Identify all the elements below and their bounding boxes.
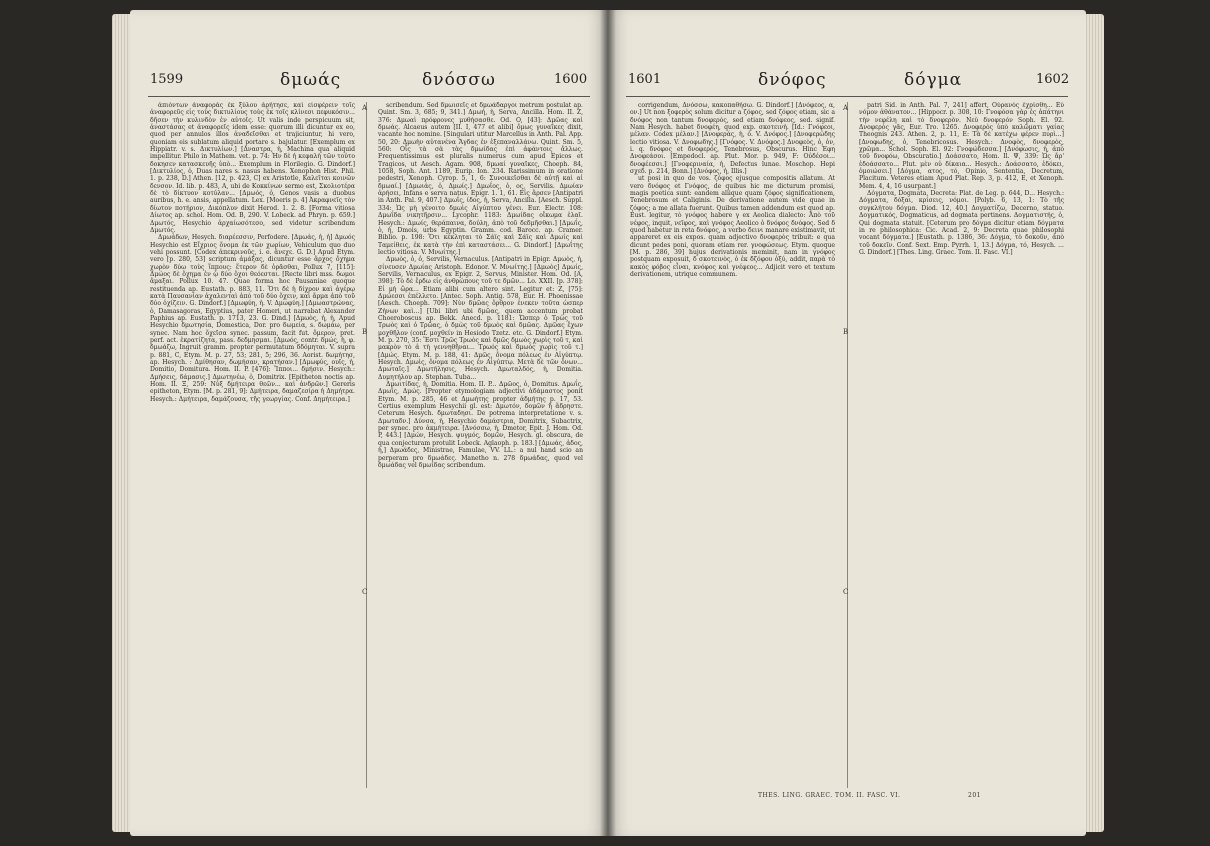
margin-mark: B	[843, 328, 849, 336]
margin-mark: A	[362, 104, 368, 112]
headword: δνόφος	[758, 70, 827, 90]
book-gutter	[600, 10, 616, 836]
signature-code: 201	[968, 792, 981, 799]
paragraph: ut posi in quo de vos. ζόφος ejusque compositis allatum. At vero δνόφος et Γνόφος, de quibus hic me dicturum promisi, magis poetica sunt: eandem aliique quam ζόφος significationem, Tenebrosum et Caliginis. De derivatione autem vide quae in ζόφος; a me allata fuerunt. Quibus tamen addendum est quod ap. Eust. legitur, τὸ γνόφος habere γ ex Aeolica dialecto: Ἀπὸ τοῦ νέφος, inquit, νεῖφος, καὶ γνόφος Aeolico ὁ δνόφος δνόφος. Sed δ quod habetur in reta δνόφος, a verbo δεινι manare existimavit, ut appareret ex eis expos. quam adjectivo δνοφερὸς tribuit: e qua dicunt pedes poni, quoram etiam rer. γνοφώσεως. Etym. quoque [M. p. 286, 39] hujus derivationis meminit, nam in γνόφος postquam exposuit, δ σκοτεινὸς, ὁ ἐκ δζόφου ὀξύ, addit, παρὰ τὸ κακὸς φόβος εἶναι, κνόφος καὶ γνέφεος... Adjicit vero et textum derivationem, utrique communem.	[630, 175, 835, 278]
header-rule	[148, 96, 590, 97]
signature-line: THES. LING. GRAEC. TOM. II. FASC. VI.	[758, 792, 901, 799]
paragraph: Δμωιτίδας, ἡ, Domitia. Hom. II. P... Δμῶος, ὁ, Domitus. Δμωΐς, Δμωΐς, Δμώς. [Propter etymologiam adjectivi ἀδάμαστος ponit Etym. M. p. 285, 46 et Δμωήτης propter ἀδμήτης p. 17, 53. Certius exemplum Hesychii gl. est: Δμωτόν, δομῶν ἢ ἄδρηστε. Ceterum Hesych. δμωταδησι. De potrema interpretatione v. s. Δμωταδν.] Δύνσα, ἡ, Hesychio δαμάστρια, Domitrix, Subactrix, per synec. pro ἀκμήτειρα. [Δνόσσω, ἡ, Dmetor, Epit. J. Hom. Od. P, 443.] [Δμών, Hesych. ψυγμός, δομῶν, Hesych. gl. obscura, de qua conjecturam protulit Lobeck. Aglaoph. p. 183.] [Δμωάς, ἀδος, ἡ,] Δμωάδες, Ministrae, Famulae, VV. LL.: a nul hand scio an perperam pro δμωάδες. Manetho n. 278 δμωάδας, quod vel δμωάδας vel δμωίδας scribendum.	[378, 381, 583, 469]
left-page-header	[130, 70, 608, 94]
page-edges-left	[112, 14, 132, 832]
margin-mark: C	[843, 588, 849, 596]
left-page	[130, 10, 608, 836]
paragraph: corrigendum, Δνόσσω, κακοπαθήσω. G. Dindorf.] [Δνόφεος, α, ον.] Ut non ξοφερὸς solum dicitur a ζόφος, sed ζόφος etiam, sic a δνόφος non tantum δνοφερὸς, sed etiam δνόφεος, sed. signif. Nam Hesych. habet δνοφέη, quod exp. σκοτεινή. [Id.: Γνόφεοι, μέλαν. Codex μέλαν.] [Δνοφεράς, ἡ, ὁ. V. Δνόφος.] [Δνοφερώδης lectio vitiosa. V. Δνοφωδης.] [Γνόφος. V. Δνόφος.] Δνοφεὸς, ὁ, ὁν, i. q. δνόφος et δνοφερός, Tenebrosus, Obscurus. Hinc Ἐφη Δνοφεάσοι. [Empedocl. ap. Plut. Mor. p. 949, F: Οὐδέσοι... δνοφέεσσι.] [Γνοφεριναία, ἡ, Defectus lunae. Moschop. Hepi σχεδ. p. 214, Bonn.] [Δνόφος, ἡ, Illis.]	[630, 102, 835, 176]
text-column	[150, 102, 355, 788]
margin-mark: C	[362, 588, 368, 596]
page-number: 1601	[628, 72, 662, 87]
paragraph: patri Sid. in Anth. Pal. 7, 241] affert, Οὐρανὸς ἐχρίσθη... Eὐ νόμον ἀθάνατον... [Hippocr. p. 308, 10: Γνοφόσα γὰρ ἐς ἀπάτηνι τὴν νεφέλη καὶ τὸ δνοφερὸν. Νεὺ δνοφερόν Soph. El. 92. Δνοφερὸς γᾶς, Eur. Tro. 1265. Δνοφερὸς ὑπὸ καλῶματι γαίας Theognis 243. Athen. 2, p. 11, E: Τὰ δὲ κατέχω φέρεν πυρὶ...] [Δνοφωδης, ὁ, Tenebricosus. Hesych.: Δνοφὸς, δνοφερὸς, χρῶμα... Schol. Soph. El. 92: Γνοφώδεσσα.] [Δνόφωσις, ἡ, ἀπὸ τοῦ δνοφόω, Obscuratio.] Δοάσσατο, Hom. Il. Ψ, 339: Ὡς ἄρ' ἐδοάσσατο... Plut. μὲν οὐ δίκαια... Hesych.: Δοάσσατο, ἐδόκει, ὁμοιώσει.] [Δόγμα, ατος, τό, Opinio, Sententia, Decretum, Placitum. Veteres etiam Apud Plat. Rep. 3, p. 412, E, et Xenoph. Mem. 4, 4, 16 usurpant.]	[859, 102, 1064, 190]
column-divider	[366, 102, 367, 788]
text-column	[378, 102, 583, 788]
header-rule	[626, 96, 1068, 97]
paragraph: scribendum. Sed δμωισεῖς et δμωάδαργοι metrum postulat ap. Quint. Sm. 3, 685; 9, 341.] Δμωή, ἡ, Serva, Ancilla. Hom. II. Z, 376: Δμωαὶ πρόφρονες μυθήσασθε. Od. O, [43]: Δμῶας καὶ δμωάς. Alcaeus autem [II. I, 477 et alibi] ὄμως γυναῖκες dixit, vacante hoc nomine. [Singulari utitur Marcellus in Anth. Pal. App. 50, 20: Δμωὴν αὐτανένα Ἄγδας ἐν ἐξεπαναλλάνω. Quint. Sm. 5, 560: Οἷς τὰ σὰ τὰς δμωίδας ἐπὶ ἀφάντοις ἄλλως. Frequentissimus est pluralis numerus cum apud Epicos et Tragicos, ut Aesch. Agam. 908, δμωαί γυναῖκες, Choeph. 84, 1058, Soph. Ant. 1189, Eurip. Ion. 234. Rarissimum in oratione pedestri, Xenoph. Cyrop. 5, 1, 6: Συνοικεῖσθαι δὲ αὐτῇ καὶ αἱ δμωαί.] [Δμωιάς, ὁ, Δμωίς.] Δμωΐος, ὁ, ος, Servilis. Δμωίαν ἀρήσει, Infans e serva natus. Epigr. 1. 1, 61. Εἰς ἄρσεν [Antipatri in Anth. Pal. 9, 407.] Δμωΐς, ίδος, ἡ, Serva, Ancilla. [Aesch. Suppl. 334: Ὡς μὴ γένοιτο δμωὶς Αἰγύπτου γένει. Eur. Electr. 108: Δμωΐδα νικητῆρσιν... Lycophr. 1183: Δμωίδας οἴκωμα ἐλαῖ. Hesych.: Δμωίς, θεράπαινα, δούλη, ἀπὸ τοῦ δεδμῆσθαι.] [Δμωΐς, ὁ, ἡ, Dmois, urbs Egyptin. Gramm. cod. Barocc. ap. Cramer. Biblio. p. 198: Ὅτι κέκληται τὸ Σάϊς καὶ Σάϊς καὶ Δμωίς καὶ Ταμείθεις, ἐκ κατὰ τὴν ἐπὶ καταστάσει... G. Dindorf.] [Δμωΐτης lectio vitiosa. V. Μνωίτης.]	[378, 102, 583, 256]
paragraph: Δόγματα, Dogmata, Decreta: Plat. de Leg. p. 644, D... Hesych.: Δόγματα, δόξαι, κρίσεις, νόμοι. [Polyb. 6, 13, 1: Τὸ τῆς συγκλήτου δόγμα. Diod. 12, 40.] Δογματίζω, Decerno, statuo. Δογματικός, Dogmaticus, ad dogmata pertinens. Δογματιστής, ὁ, Qui dogmata statuit. [Ceterum pro δόγμα dicitur etiam δόγματα in re philosophica: Cic. Acad. 2, 9: Decreta quae philosophi vocant δόγματα.] [Eustath. p. 1386, 36: Δόγμα, τὸ δοκοῦν, ἀπὸ τοῦ δοκεῖν. Conf. Sext. Emp. Pyrrh. 1, 13.] Δόγμα, τό, Hesych. ... G. Dindorf.] [Thes. Ling. Graec. Tom. II. Fasc. VI.]	[859, 190, 1064, 256]
right-page	[608, 10, 1086, 836]
headword: δόγμα	[904, 70, 963, 90]
margin-mark: B	[362, 328, 368, 336]
text-column	[630, 102, 835, 788]
headword: δνόσσω	[422, 70, 496, 90]
margin-mark: A	[843, 104, 849, 112]
page-number: 1602	[1036, 72, 1070, 87]
text-column	[859, 102, 1064, 788]
page-number: 1600	[554, 72, 588, 87]
page-edges-right	[1084, 14, 1104, 832]
column-divider	[847, 102, 848, 788]
paragraph: Δμωὸς, ὁ, ὁ, Servilis, Vernaculus. [Antipatri in Epigr. Δμωὸς, ἡ, σίνευσεν Δμωίας Aristoph. Edonor. V. Μνωίτης.] [Δμωὸς] Δμωίς, Servilis, Vernaculus, ex Epigr. 2, Servus, Minister. Hom. Od. [A, 398]: Τὸ δὲ ἔρδω εἰς ἀνθρώπους τοῦ τε δμῶν... Lo. XXII. [p. 378]: Εἰ μὴ ὥρα... Etiam alibi cum altero sint. Legitur et: Ζ, [75]: Δμώεσσι ἐπέλλετο. [Antec. Soph. Antig. 578, Eur. H. Phoenissae [Aesch. Choeph. 709]: Νὺν δμῶας ὄρθρον ἐνεκεν τοῦτα ὡσπερ Ζήνων καὶ...] [Ubi libri ubi δμῶας, quem accentum probat Choeroboscus ap. Bekk. Anecd. p. 1181: Ὥσπερ ὁ Τρὼς τοῦ Τρωὸς καὶ ὁ Τρῶας, ὁ δμὼς τοῦ δμωὸς καὶ δμῶας. Δμῶας ἔχων μοχθῆλον (conf. μοχθείν in Hesiodo Tzetz. etc. G. Dindorf.] Etym. M. p. 270, 35: Ἔστι Τρῶς Τρωὸς καὶ δμῶς δμωὸς χωρὶς τοῦ τ, καὶ μακρὸν τὸ ἀ τὴ γεννηθῆναι... Τρωός καὶ δμωός χωρὶς τοῦ τ.] [Δμώς. Etym. M. p. 188, 41: Δμῶς, ὄνομα πόλεως ἐν Αἰγύπτῳ. Hesych. Δμωὶς, ὄνομα πόλεως ἐν Αἰγύπτῳ. Μετὰ δὲ τῶν ὄνων... Δμωταῖς.] Δμωτήλησις, Hesych. Δμωταλδός, ἡ, Domitia. Δυμητήλου ap. Stephan. Tuba...	[378, 256, 583, 381]
paragraph: Δμωάδων, Hesych. διαρέεσσιν, Perfodere. [Δμωάς, ἡ, ἡ] Δμωός Hesychio est Εἴχριος ὄνομα ἐκ τῶν χωρίων, Vehiculum quo duo vehi possunt. [Codex ἀπεκρινοῦς, i. e. ἄνεχε. G. D.] Apud Etym. vero [p. 280, 53] scriptum ἀμάξας, dicuntur esse ἄρχος ὄχημα χωρὸν δύω τοὺς ἵππους: ἕτερον δὲ ὁρᾶσθαι, Pollux 7, [115]: Δμώος δὲ ὄχημα ἐν ᾧ δύο ὄχοι θεόεσται. [Recte libri mss. δωμοι ἄμαξαι. Pollux 10. 47. Quae forma hoc Pausaniae quoque restituenda ap. Eustath. p. 883, 11. Ὅτι δὲ ἡ δίχρον καὶ ἀγέρῳ κατὰ Παυσανίαν ἀχαλενταὶ ἀπὸ τοῦ δύο ὄχειν, καὶ ἄρμα ἀπὸ τοῦ δύο ὀχίζειν. G. Dindorf.] [Δμωφύη, ἡ. V. Δμωφύη.] [Δμωαστρώνας, ὁ, Damasagoras, Egyptius, pater Homeri, ut narrabat Alexander Paphius ap. Eustath. p. 1713, 23. G. Dind.] [Δμωὸς, ἡ, ἡ, Apud Hesychio δμωτησία, Domestica, Dor. pro δωμεία, s. δωμάω, per synec. Nam hoc ὄχεῖσα synec. passum, facit fut. ὄμερον, pret. perf. act. ἐκρατίζητα, pass. δεδμησμαι. [Δμωός, contr. δμώς, ἡ, φ. δμωάζω, Ingruit gramm. propter permutatum δδόμηται. V. supra p. 881, C, Etym. M. p. 27, 53; 281, 5; 296, 36. Aorist. δωμήτησ, ap. Hesych. : Δμίθησαν, δωμήσαν, κρατήσαν.] [Δμωφύς, ουῖς, ἡ, Domitio, Domitura. Hom. II. P. [476]: Ἵπποι... δμήσιν. Hesych.: Δμήσεις, δάμασις.] Δμωτηνέω, ὁ, Domitrix. [Epitheton noctis ap. Hom. II. Ξ, 259: Νὺξ δμήτειρα θεῶν... καὶ ἀνδρῶν.] Gereris epitheton, Etym. [M. p. 281, 9]: Δμήτειρα, δαμαζεσίρα ἡ Δημήτρα. Hesych.: Δμήτειρα, δαμάζουσα, τῆς γεωργίας. Conf. Δημήτειρα.]	[150, 234, 355, 403]
page-number: 1599	[150, 72, 184, 87]
paragraph: ἀπιόντων ἀναφορὰς ἐκ ξύλου ἀρήτησε, καὶ εἰσφέρειν τοῖς ἀναφορεῦς εἰς τοὺς δικτυλίους τοὺς ἐκ τοῖς κλίνεσι πεφυκόσιν... δῆσεν τὴν κυλινδὸν ἐν αὐτοῖς. Ut valis inde perspicuum sit, ἀναστάσας et ἀναφορεῖς idem esse: quorum illi dicuntur ex eo, quod per annulos illos ἀναδεῖσθαι et trajiciuntur, hi vero, quoniam eis sublatum aliquid portare s. bajulatur. [Exemplum ex Hippiatr. v. s. Δικτυλίων.] [Δναστρα, ἡ, Machina qua aliquid impellitur. Philo in Mathem. vet. p. 74: Ἡν δὲ ἡ κεφαλὴ τῶν τούτο δοκησεν κατασκευῆς ὑπὸ... Exemplum in Florilegio. G. Dindorf.] [Δικτυλίος, ὁ, Duas nares s. nasus habens. Xenophon Hist. Phil. 1. p. 238, D.] Athen. [12, p. 423, C] ex Aristotle, Καλεῖται κοινῶν δενσον. Id. lib. p. 483, A, ubi de Κοκκίνων sermo est, Σκολιοτέρα δὲ τὸ δίκτυον κοτύλαν... [Δμωός, ὁ, Genos vasis a duobus auribus, h. e. ansis, appellatum. Lex. [Moeris p. 4] Ἀκραφνεῖς τὸν δίωτον ποτήριον, Δικόπλυν dixit Herod. 1. 2. 8. [Forma vitiosa Δίωτος ap. schol. Hom. Od. B, 290. V. Lobeck. ad Phryn. p. 659.] Δμωτός, Hesychio ἀρχαίωσότεσο, sed videtur scribendum Δμωτός.	[150, 102, 355, 234]
headword: δμωάς	[280, 70, 342, 90]
right-page-header	[608, 70, 1086, 94]
